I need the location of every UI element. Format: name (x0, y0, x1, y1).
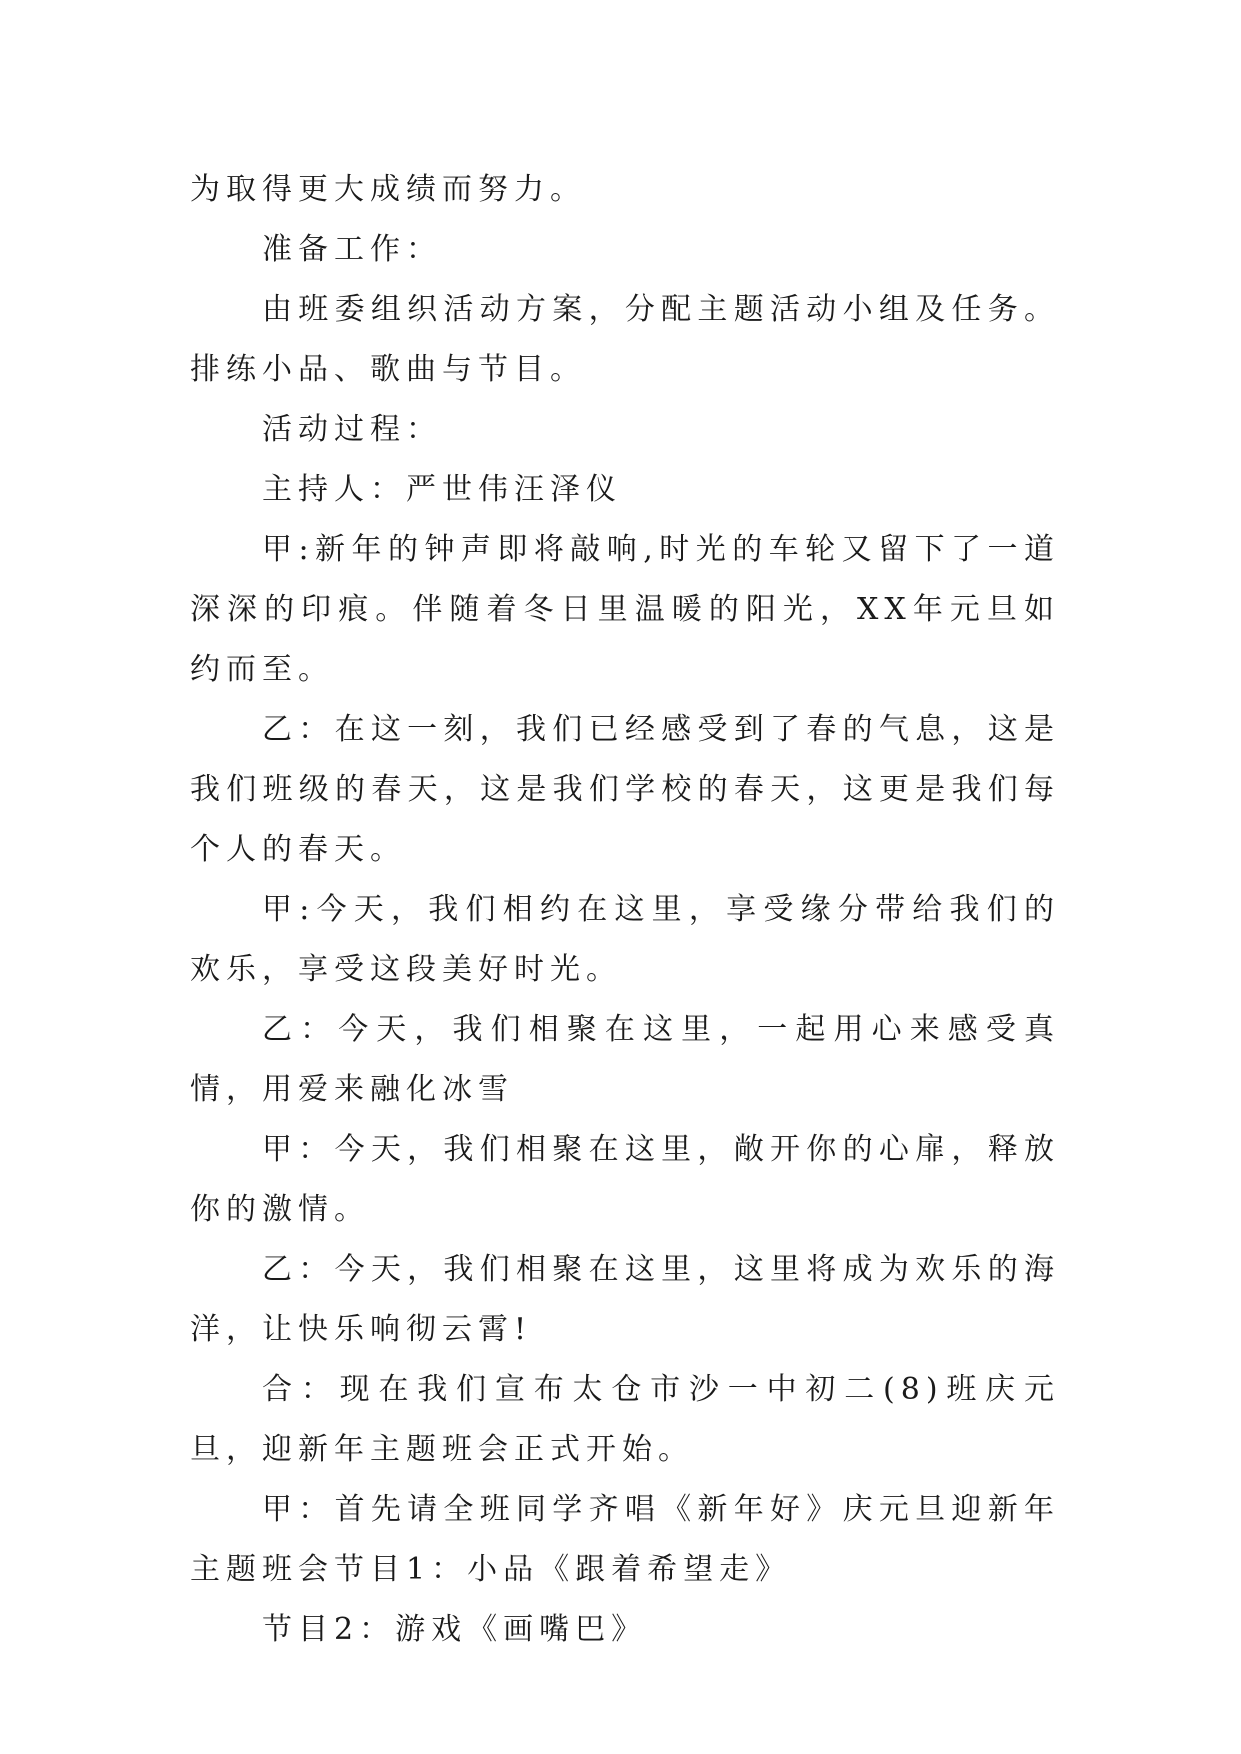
document-body (190, 160, 1060, 1660)
paragraph: 活动过程： (262, 412, 442, 447)
paragraph: 甲：首先请全班同学齐唱《新年好》庆元旦迎新年主题班会节目1：小品《跟着希望走》 (190, 1492, 1060, 1587)
paragraph: 合：现在我们宣布太仓市沙一中初二(8)班庆元旦，迎新年主题班会正式开始。 (190, 1372, 1060, 1467)
paragraph: 甲:新年的钟声即将敲响,时光的车轮又留下了一道深深的印痕。伴随着冬日里温暖的阳光，XX年元旦如约而至。 (190, 532, 1060, 687)
paragraph: 甲:今天，我们相约在这里，享受缘分带给我们的欢乐，享受这段美好时光。 (190, 892, 1060, 987)
paragraph: 主持人：严世伟汪泽仪 (262, 472, 622, 507)
paragraph: 节目2：游戏《画嘴巴》 (262, 1612, 648, 1647)
paragraph: 准备工作： (262, 232, 442, 267)
paragraph: 为取得更大成绩而努力。 (190, 172, 586, 207)
paragraph: 乙：今天，我们相聚在这里，一起用心来感受真情，用爱来融化冰雪 (190, 1012, 1060, 1107)
paragraph: 甲：今天，我们相聚在这里，敞开你的心扉，释放你的激情。 (190, 1132, 1060, 1227)
paragraph: 乙：今天，我们相聚在这里，这里将成为欢乐的海洋，让快乐响彻云霄! (190, 1252, 1060, 1347)
paragraph: 由班委组织活动方案，分配主题活动小组及任务。排练小品、歌曲与节目。 (190, 292, 1060, 387)
paragraph: 乙：在这一刻，我们已经感受到了春的气息，这是我们班级的春天，这是我们学校的春天，这更是我们每个人的春天。 (190, 712, 1060, 867)
